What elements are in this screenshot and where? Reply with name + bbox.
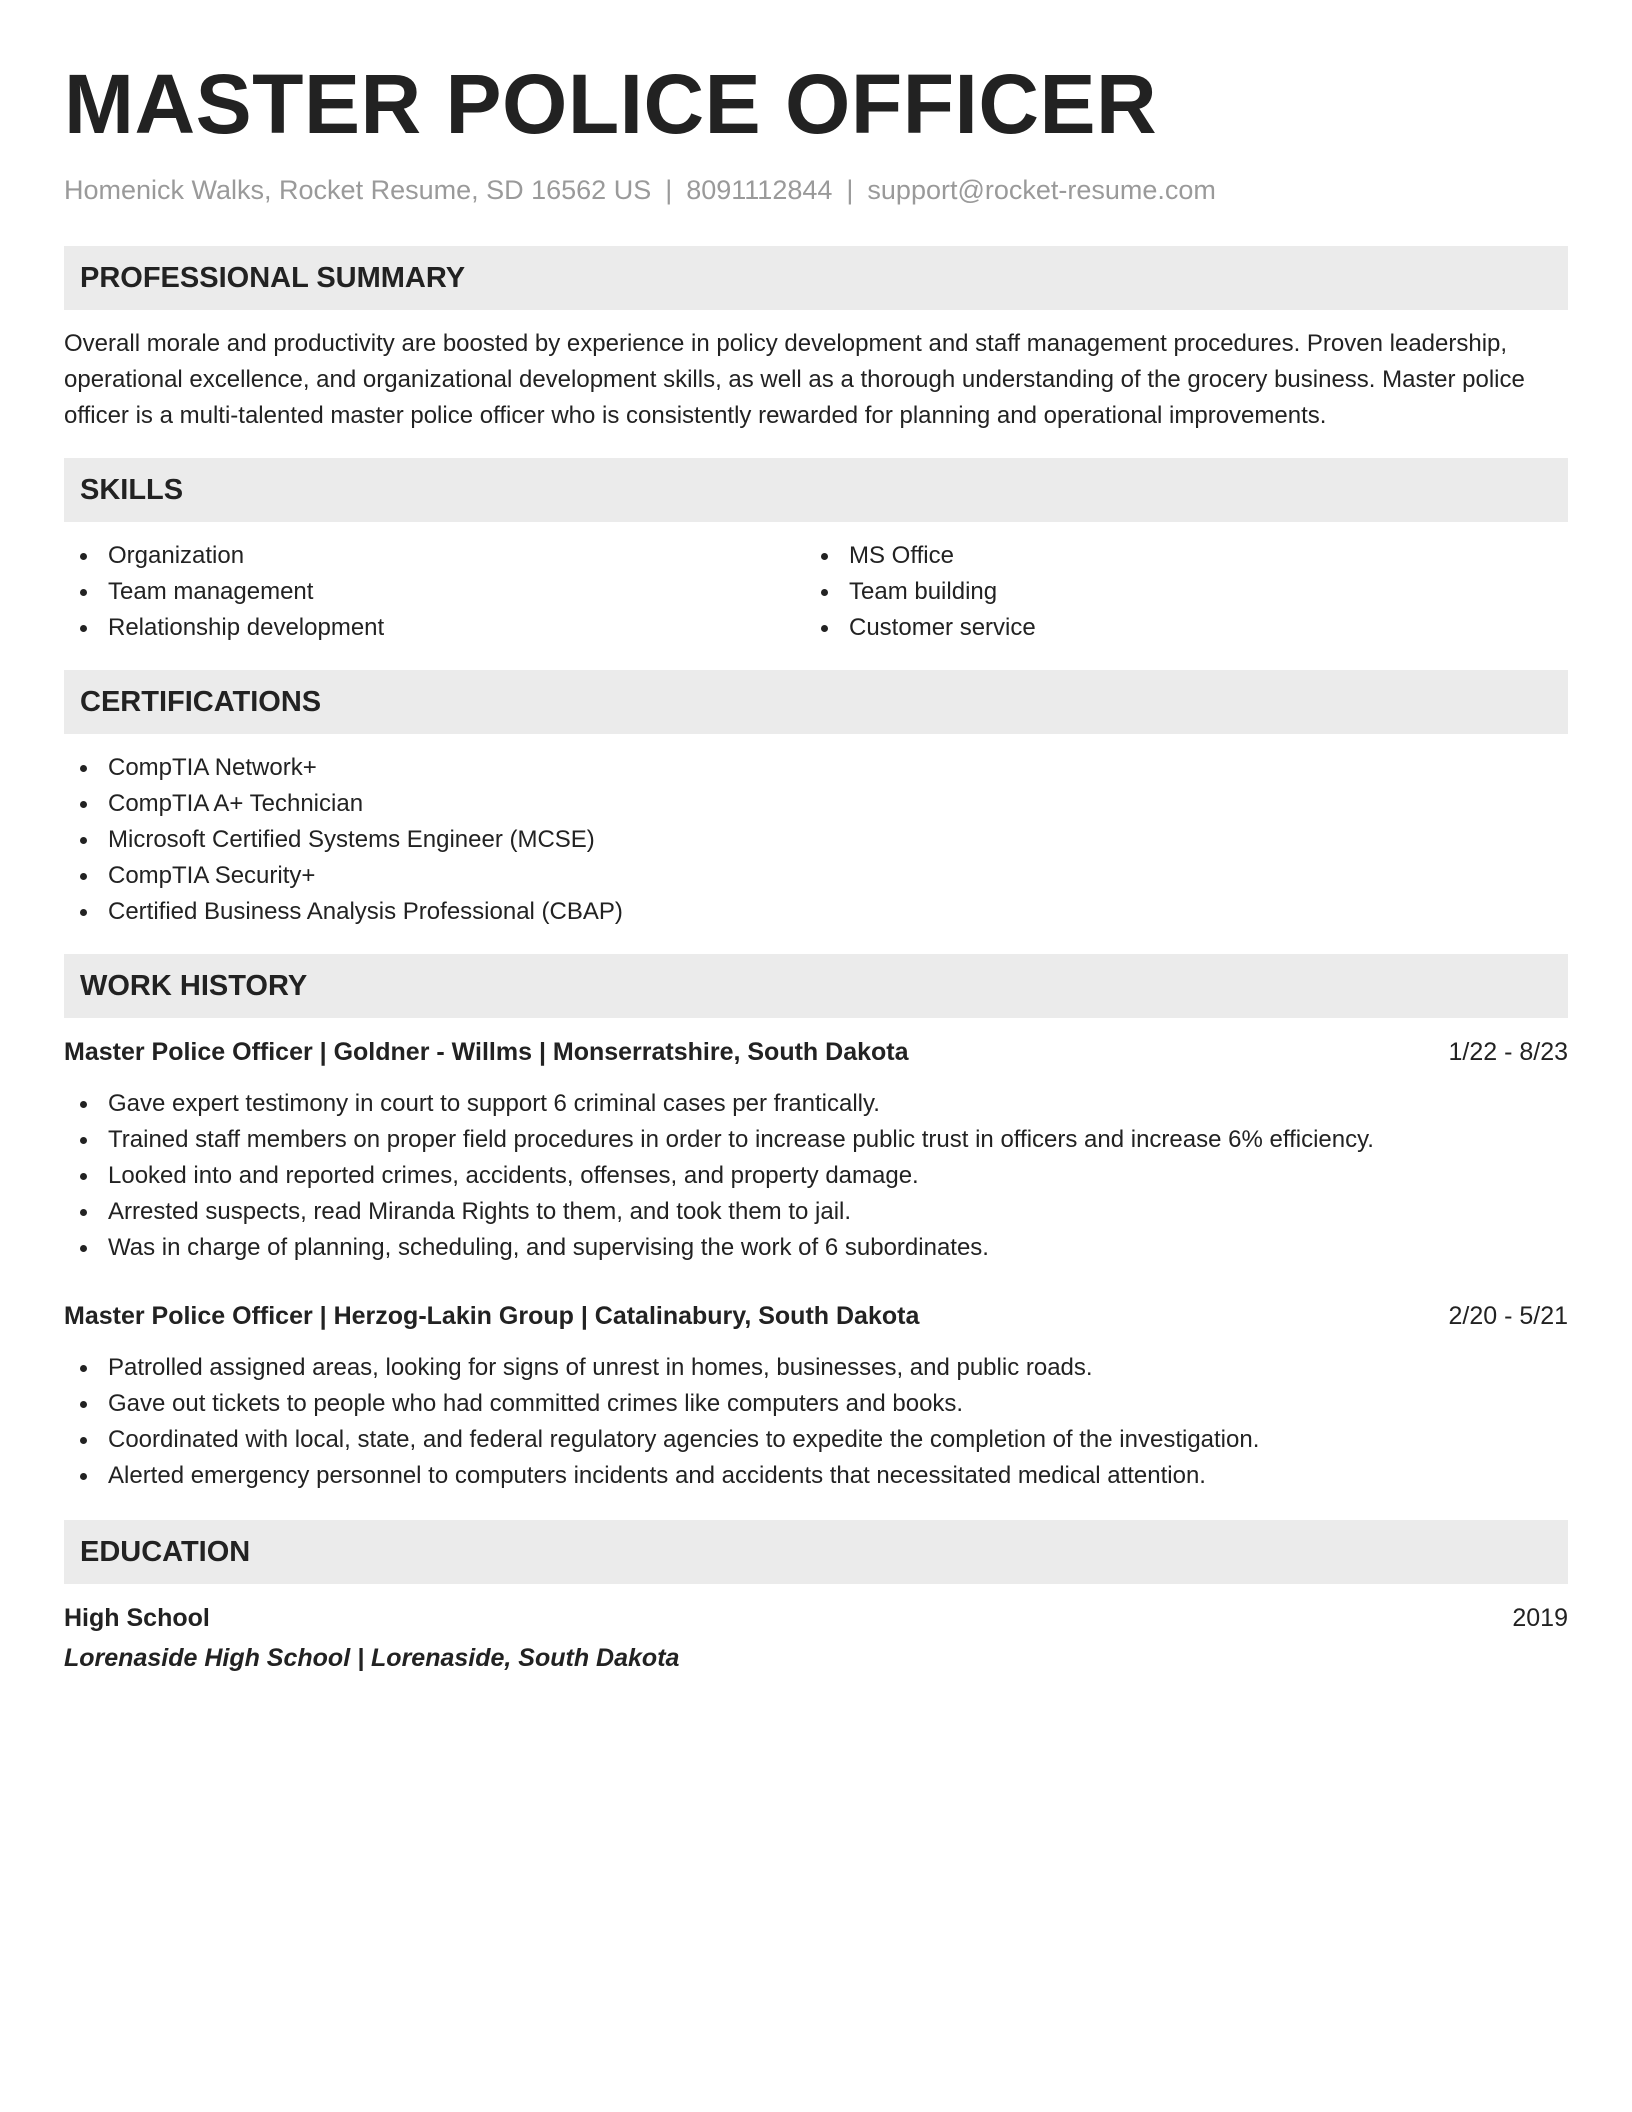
certification-item: CompTIA Network+ <box>64 750 1568 786</box>
job-bullet: Looked into and reported crimes, accidents, offenses, and property damage. <box>64 1158 1568 1194</box>
job-header <box>64 1298 1568 1334</box>
contact-separator: | <box>846 175 854 205</box>
certification-item: CompTIA A+ Technician <box>64 786 1568 822</box>
job-bullet: Patrolled assigned areas, looking for signs of unrest in homes, businesses, and public roads. <box>64 1350 1568 1386</box>
skill-item: MS Office <box>805 538 1546 574</box>
skill-item: Team building <box>805 574 1546 610</box>
skills-list <box>64 538 1568 646</box>
job-entry <box>64 1298 1568 1494</box>
contact-separator: | <box>665 175 673 205</box>
section-header-work-history: WORK HISTORY <box>64 954 1568 1018</box>
skill-item: Customer service <box>805 610 1546 646</box>
certification-item: Microsoft Certified Systems Engineer (MCSE) <box>64 822 1568 858</box>
skill-item: Organization <box>64 538 805 574</box>
education-entry <box>64 1598 1568 1678</box>
education-school: Lorenaside High School | Lorenaside, South Dakota <box>64 1644 680 1672</box>
job-bullets <box>64 1350 1568 1494</box>
job-title: Master Police Officer | Goldner - Willms | Monserratshire, South Dakota <box>64 1038 909 1066</box>
contact-address: Homenick Walks, Rocket Resume, SD 16562 US <box>64 175 652 205</box>
job-bullet: Gave expert testimony in court to support 6 criminal cases per frantically. <box>64 1086 1568 1122</box>
job-dates: 2/20 - 5/21 <box>1448 1302 1568 1330</box>
job-bullets <box>64 1086 1568 1266</box>
section-header-summary: PROFESSIONAL SUMMARY <box>64 246 1568 310</box>
job-bullet: Coordinated with local, state, and federal regulatory agencies to expedite the completion of the investigation. <box>64 1422 1568 1458</box>
job-bullet: Trained staff members on proper field procedures in order to increase public trust in officers and increase 6% efficiency. <box>64 1122 1568 1158</box>
job-header <box>64 1034 1568 1070</box>
contact-email: support@rocket-resume.com <box>867 175 1216 205</box>
skills-column-left <box>64 538 805 646</box>
job-bullet: Arrested suspects, read Miranda Rights to them, and took them to jail. <box>64 1194 1568 1230</box>
education-year: 2019 <box>1512 1604 1568 1632</box>
education-degree: High School <box>64 1604 210 1632</box>
contact-phone: 8091112844 <box>686 175 833 205</box>
candidate-name: MASTER POLICE OFFICER <box>64 57 1158 151</box>
education-header <box>64 1598 1568 1638</box>
section-header-skills: SKILLS <box>64 458 1568 522</box>
section-header-certifications: CERTIFICATIONS <box>64 670 1568 734</box>
skills-column-right <box>805 538 1546 646</box>
skill-item: Team management <box>64 574 805 610</box>
job-entry <box>64 1034 1568 1266</box>
job-dates: 1/22 - 8/23 <box>1448 1038 1568 1066</box>
section-header-education: EDUCATION <box>64 1520 1568 1584</box>
summary-text: Overall morale and productivity are boosted by experience in policy development and staff management procedures. Proven leadership, operational excellence, and organizational development skills, as well as a thorough understanding of the grocery business. Master police officer is a multi-talented master police officer who is consistently rewarded for planning and operational improvements. <box>64 330 1525 429</box>
job-bullet: Gave out tickets to people who had committed crimes like computers and books. <box>64 1386 1568 1422</box>
certifications-list <box>64 750 1568 930</box>
job-bullet: Was in charge of planning, scheduling, and supervising the work of 6 subordinates. <box>64 1230 1568 1266</box>
certification-item: Certified Business Analysis Professional (CBAP) <box>64 894 1568 930</box>
job-bullet: Alerted emergency personnel to computers incidents and accidents that necessitated medical attention. <box>64 1458 1568 1494</box>
skill-item: Relationship development <box>64 610 805 646</box>
certification-item: CompTIA Security+ <box>64 858 1568 894</box>
contact-line <box>64 172 1568 208</box>
job-title: Master Police Officer | Herzog-Lakin Group | Catalinabury, South Dakota <box>64 1302 920 1330</box>
